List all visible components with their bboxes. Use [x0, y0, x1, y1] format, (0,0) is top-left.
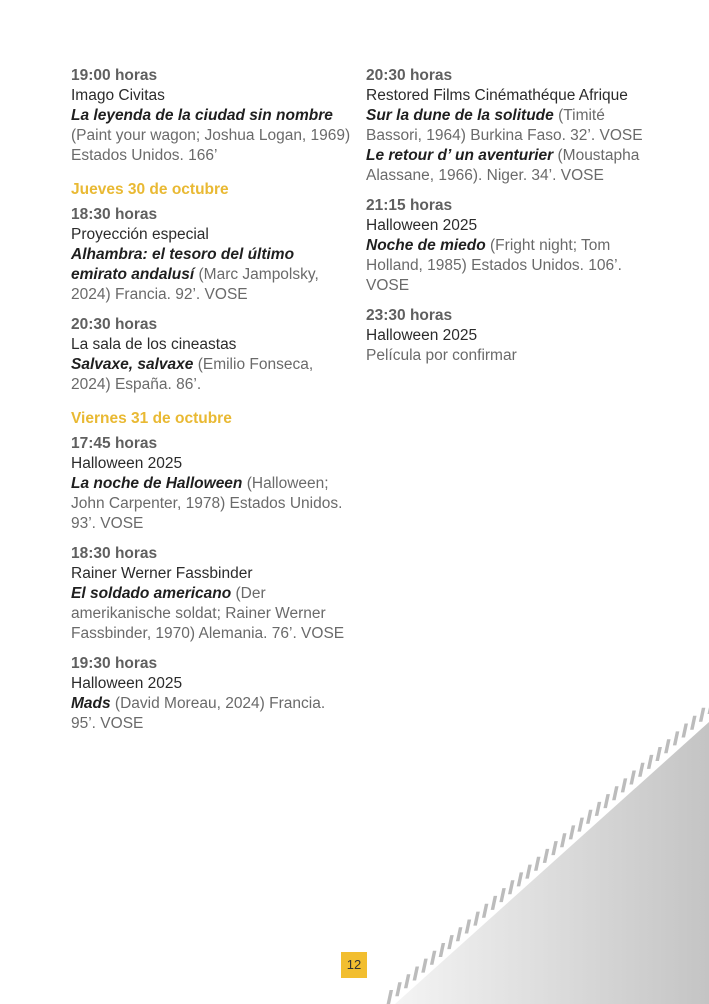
event-series: Halloween 2025: [366, 327, 478, 344]
film-title: Alhambra: el tesoro del último emirato andalusí: [71, 246, 295, 283]
film-details: (Fright night; Tom Holland, 1985) Estados Unidos. 106’. VOSE: [366, 237, 622, 294]
film-title: La leyenda de la ciudad sin nombre: [71, 107, 333, 124]
film-title: Salvaxe, salvaxe: [71, 356, 194, 373]
day-heading: Jueves 30 de octubre: [71, 181, 229, 198]
film-details: Película por confirmar: [366, 347, 517, 364]
event-time: 20:30 horas: [366, 67, 453, 84]
event-series: Imago Civitas: [71, 87, 165, 104]
film-title: Le retour d’ un aventurier: [366, 147, 554, 164]
event: [71, 654, 351, 734]
event-time: 21:15 horas: [366, 197, 453, 214]
event: [366, 66, 656, 186]
event-series: Restored Films Cinémathéque Afrique: [366, 87, 628, 104]
event-time: 18:30 horas: [71, 206, 158, 223]
event-time: 23:30 horas: [366, 307, 453, 324]
right-column: [366, 66, 656, 376]
film-title: Noche de miedo: [366, 237, 486, 254]
film-title: Mads: [71, 695, 111, 712]
event: [71, 315, 351, 395]
event-time: 20:30 horas: [71, 316, 158, 333]
film-details: (David Moreau, 2024) Francia. 95’. VOSE: [71, 695, 326, 732]
event-time: 18:30 horas: [71, 545, 158, 562]
left-column: [71, 66, 351, 744]
film-details: (Der amerikanische soldat; Rainer Werner Fassbinder, 1970) Alemania. 76’. VOSE: [71, 585, 345, 642]
event-series: Halloween 2025: [366, 217, 478, 234]
event-time: 19:00 horas: [71, 67, 158, 84]
event-time: 19:30 horas: [71, 655, 158, 672]
film-title: El soldado americano: [71, 585, 232, 602]
event-time: 17:45 horas: [71, 435, 158, 452]
film-details: (Paint your wagon; Joshua Logan, 1969) Estados Unidos. 166’: [71, 127, 351, 164]
film-details: (Moustapha Alassane, 1966). Niger. 34’. VOSE: [366, 147, 640, 184]
event: [366, 196, 656, 296]
event: [71, 66, 351, 166]
event-series: Halloween 2025: [71, 675, 183, 692]
film-title: La noche de Halloween: [71, 475, 243, 492]
event-series: Rainer Werner Fassbinder: [71, 565, 253, 582]
event: [366, 306, 656, 366]
event-series: Halloween 2025: [71, 455, 183, 472]
event: [71, 205, 351, 305]
page-number: 12: [341, 952, 367, 978]
film-details: (Emilio Fonseca, 2024) España. 86’.: [71, 356, 314, 393]
day-heading: Viernes 31 de octubre: [71, 410, 232, 427]
event-series: Proyección especial: [71, 226, 209, 243]
film-details: (Timité Bassori, 1964) Burkina Faso. 32’. VOSE: [366, 107, 643, 144]
film-title: Sur la dune de la solitude: [366, 107, 554, 124]
film-details: (Marc Jampolsky, 2024) Francia. 92’. VOSE: [71, 266, 319, 303]
film-details: (Halloween; John Carpenter, 1978) Estados Unidos. 93’. VOSE: [71, 475, 343, 532]
event-series: La sala de los cineastas: [71, 336, 237, 353]
event: [71, 434, 351, 534]
event: [71, 544, 351, 644]
